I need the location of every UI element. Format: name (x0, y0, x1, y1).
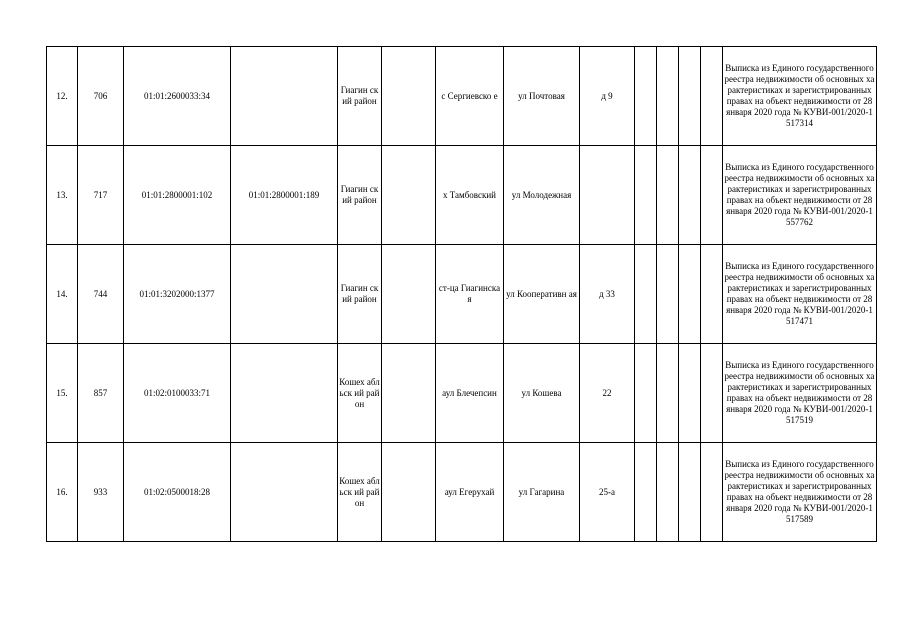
table-row (47, 245, 877, 344)
parent-cadastral-number: 01:01:2800001:189 (231, 146, 338, 245)
empty-cell (382, 245, 436, 344)
row-number: 16. (47, 443, 78, 542)
house-number: 25-а (580, 443, 635, 542)
empty-cell (382, 443, 436, 542)
parent-cadastral-number (231, 47, 338, 146)
empty-cell (679, 146, 701, 245)
empty-cell (701, 443, 723, 542)
empty-cell (657, 443, 679, 542)
empty-cell (657, 47, 679, 146)
parent-cadastral-number (231, 245, 338, 344)
table-row (47, 344, 877, 443)
empty-cell (657, 245, 679, 344)
district: Гиагин ский район (338, 146, 382, 245)
locality: аул Блечепсин (436, 344, 504, 443)
district: Гиагин ский район (338, 47, 382, 146)
empty-cell (382, 47, 436, 146)
street: ул Почтовая (504, 47, 580, 146)
empty-cell (701, 146, 723, 245)
empty-cell (635, 443, 657, 542)
empty-cell (382, 146, 436, 245)
locality: аул Егерухай (436, 443, 504, 542)
cadastral-number: 01:02:0500018:28 (124, 443, 231, 542)
house-number (580, 146, 635, 245)
locality: х Тамбовский (436, 146, 504, 245)
document-reference: Выписка из Единого государственного реестра недвижимости об основных характеристиках и зарегистрированных правах на объект недвижимости от 28 января 2020 года № КУВИ-001/2020-1517471 (723, 245, 877, 344)
district: Гиагин ский район (338, 245, 382, 344)
house-number: 22 (580, 344, 635, 443)
empty-cell (701, 245, 723, 344)
house-number: д 9 (580, 47, 635, 146)
registry-number: 933 (78, 443, 124, 542)
document-reference: Выписка из Единого государственного реестра недвижимости об основных характеристиках и зарегистрированных правах на объект недвижимости от 28 января 2020 года № КУВИ-001/2020-1517589 (723, 443, 877, 542)
empty-cell (635, 344, 657, 443)
table-row (47, 146, 877, 245)
parent-cadastral-number (231, 344, 338, 443)
row-number: 15. (47, 344, 78, 443)
empty-cell (635, 47, 657, 146)
property-registry-table (46, 46, 877, 542)
street: ул Кошева (504, 344, 580, 443)
document-reference: Выписка из Единого государственного реестра недвижимости об основных характеристиках и зарегистрированных правах на объект недвижимости от 28 января 2020 года № КУВИ-001/2020-1557762 (723, 146, 877, 245)
locality: ст-ца Гиагинская (436, 245, 504, 344)
street: ул Молодежная (504, 146, 580, 245)
registry-number: 857 (78, 344, 124, 443)
table-row (47, 443, 877, 542)
empty-cell (382, 344, 436, 443)
table-row (47, 47, 877, 146)
row-number: 13. (47, 146, 78, 245)
empty-cell (635, 146, 657, 245)
document-reference: Выписка из Единого государственного реестра недвижимости об основных характеристиках и зарегистрированных правах на объект недвижимости от 28 января 2020 года № КУВИ-001/2020-1517314 (723, 47, 877, 146)
street: ул Гагарина (504, 443, 580, 542)
house-number: д 33 (580, 245, 635, 344)
locality: с Сергиевско е (436, 47, 504, 146)
empty-cell (701, 344, 723, 443)
row-number: 14. (47, 245, 78, 344)
cadastral-number: 01:02:0100033:71 (124, 344, 231, 443)
registry-number: 744 (78, 245, 124, 344)
empty-cell (635, 245, 657, 344)
district: Кошех абльск ий район (338, 344, 382, 443)
cadastral-number: 01:01:3202000:1377 (124, 245, 231, 344)
cadastral-number: 01:01:2800001:102 (124, 146, 231, 245)
table-body (47, 47, 877, 542)
document-reference: Выписка из Единого государственного реестра недвижимости об основных характеристиках и зарегистрированных правах на объект недвижимости от 28 января 2020 года № КУВИ-001/2020-1517519 (723, 344, 877, 443)
empty-cell (679, 245, 701, 344)
empty-cell (679, 344, 701, 443)
cadastral-number: 01:01:2600033:34 (124, 47, 231, 146)
registry-number: 706 (78, 47, 124, 146)
empty-cell (679, 443, 701, 542)
empty-cell (657, 146, 679, 245)
row-number: 12. (47, 47, 78, 146)
street: ул Кооперативн ая (504, 245, 580, 344)
empty-cell (657, 344, 679, 443)
district: Кошех абльск ий район (338, 443, 382, 542)
empty-cell (679, 47, 701, 146)
registry-number: 717 (78, 146, 124, 245)
parent-cadastral-number (231, 443, 338, 542)
empty-cell (701, 47, 723, 146)
